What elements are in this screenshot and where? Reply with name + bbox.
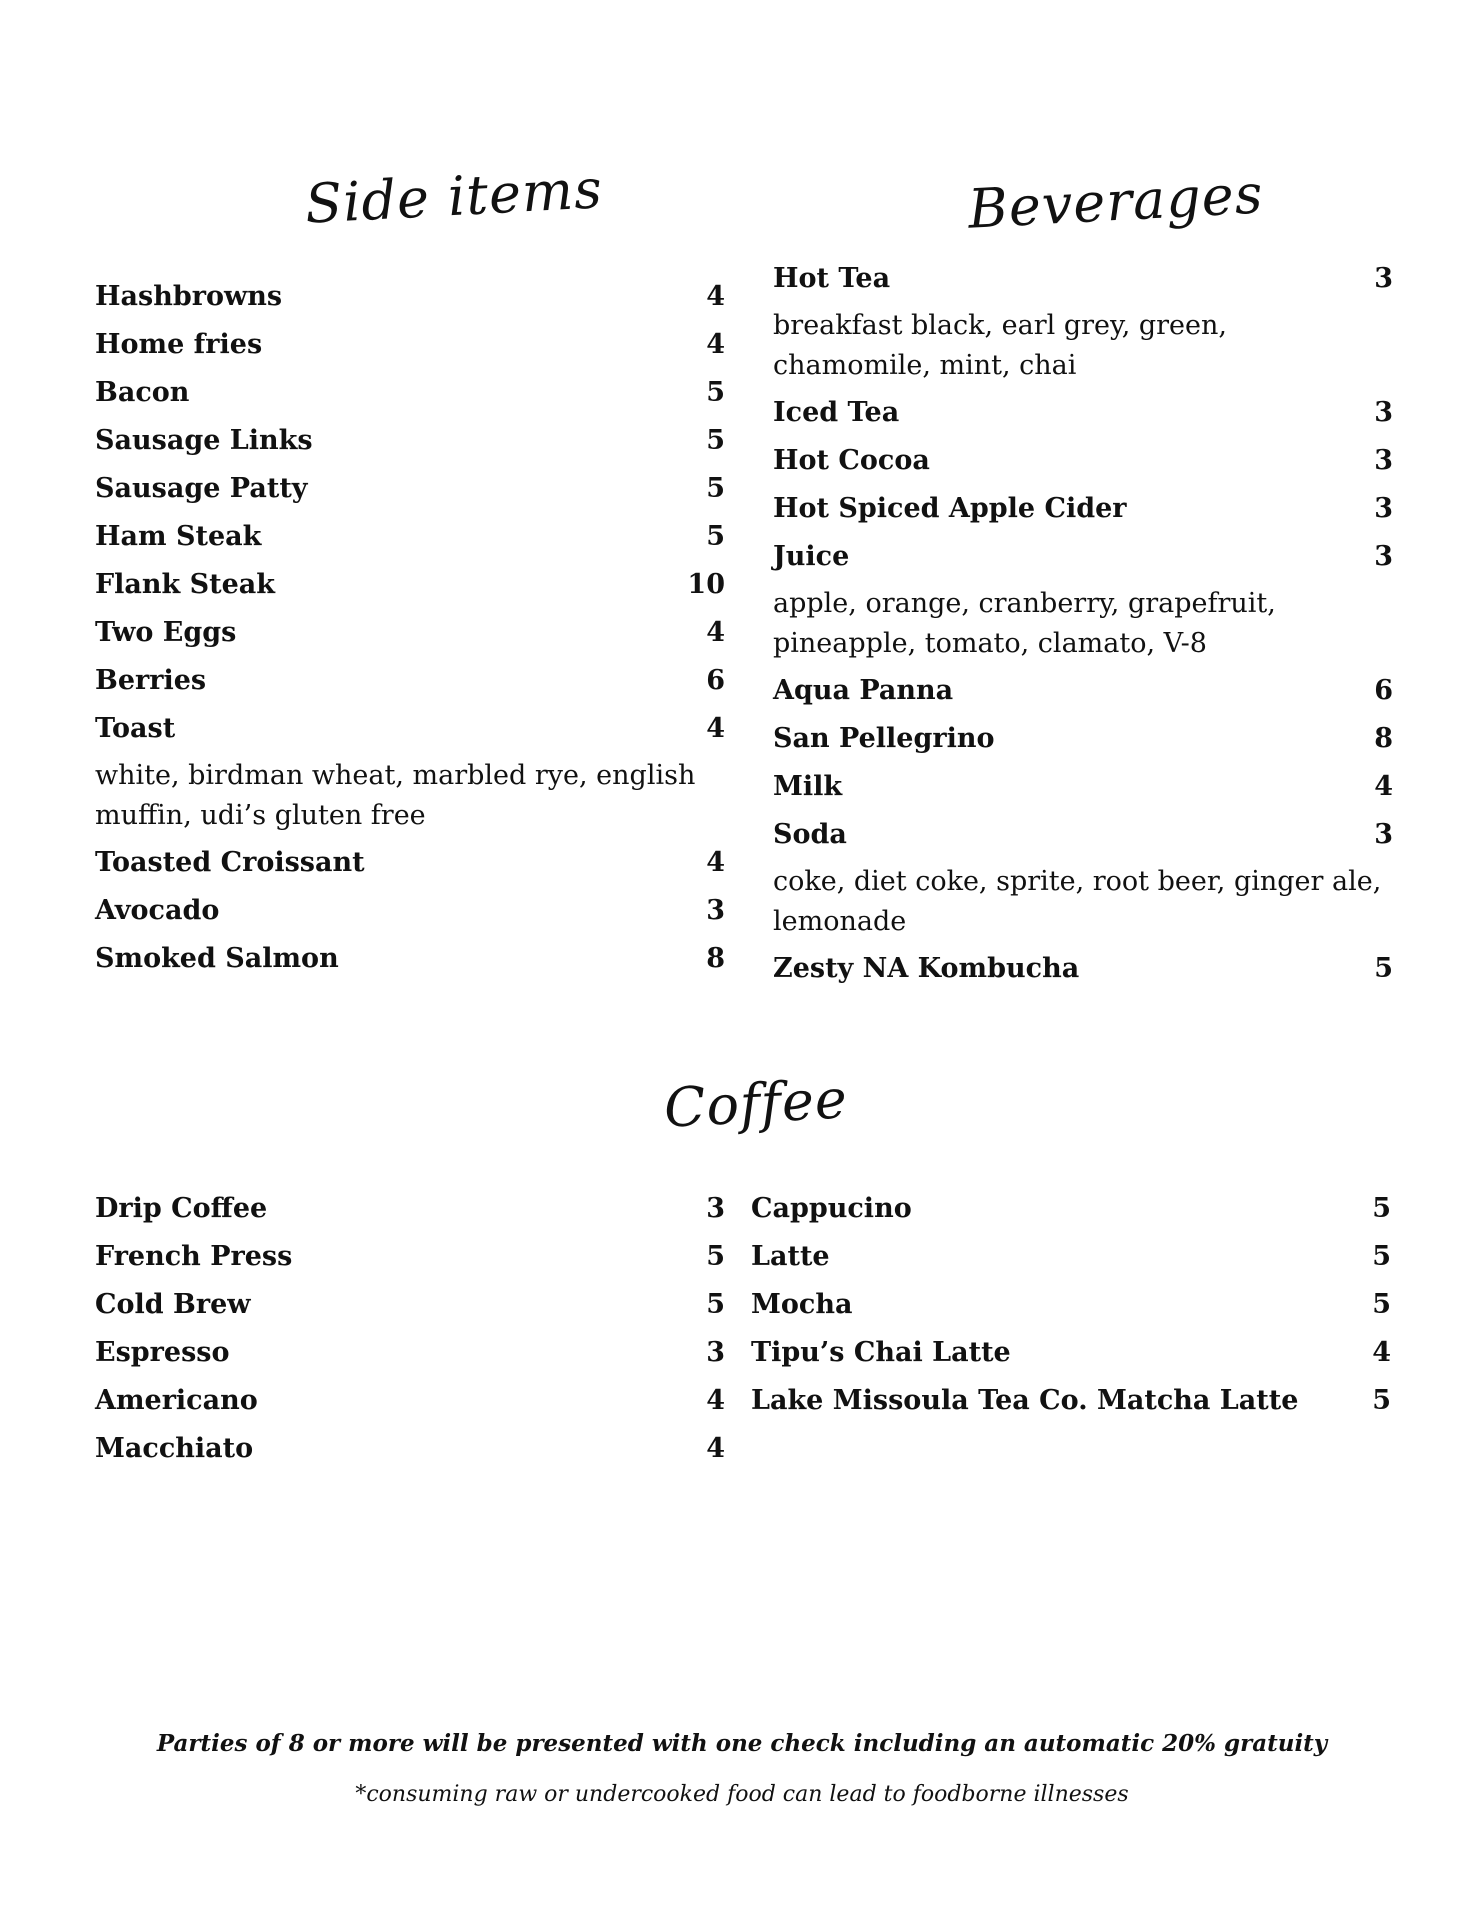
menu-item-name: Hot Spiced Apple Cider [773, 493, 1127, 524]
menu-item [95, 1377, 725, 1425]
menu-item-price: 3 [1374, 819, 1393, 850]
menu-item-name: Soda [773, 819, 847, 850]
menu-item-price: 3 [1374, 493, 1393, 524]
menu-item-name: Drip Coffee [95, 1193, 268, 1224]
menu-item-price: 4 [1374, 771, 1393, 802]
section-title-coffee: Coffee [662, 1067, 850, 1140]
menu-item-name: Iced Tea [773, 397, 900, 428]
menu-item [95, 839, 725, 887]
menu-item-price: 4 [706, 1385, 725, 1416]
menu-item-description: breakfast black, earl grey, green, chamomile, mint, chai [773, 310, 1227, 381]
menu-item-price: 5 [1372, 1193, 1391, 1224]
menu-item-price: 6 [706, 665, 725, 696]
menu-item-name: Milk [773, 771, 843, 802]
menu-item-price: 3 [706, 1337, 725, 1368]
menu-item-name: San Pellegrino [773, 723, 995, 754]
menu-item-price: 5 [706, 1241, 725, 1272]
section-title-beverages: Beverages [966, 162, 1265, 241]
menu-item-price: 8 [706, 943, 725, 974]
menu-item-price: 5 [1372, 1385, 1391, 1416]
menu-item [95, 1185, 725, 1233]
menu-item-price: 4 [706, 713, 725, 744]
menu-item-price: 4 [706, 329, 725, 360]
menu-item-name: Sausage Links [95, 425, 313, 456]
menu-item-price: 4 [1372, 1337, 1391, 1368]
menu-item [773, 667, 1393, 715]
menu-item-description: apple, orange, cranberry, grapefruit, pineapple, tomato, clamato, V-8 [773, 588, 1276, 659]
menu-item-price: 5 [1372, 1241, 1391, 1272]
menu-item-name: Smoked Salmon [95, 943, 339, 974]
menu-item-name: Toasted Croissant [95, 847, 365, 878]
menu-item-name: Hot Tea [773, 263, 891, 294]
menu-item-name: French Press [95, 1241, 293, 1272]
menu-item [95, 1329, 725, 1377]
menu-item [95, 935, 725, 983]
menu-item-name: Hashbrowns [95, 281, 283, 312]
menu-item-name: Lake Missoula Tea Co. Matcha Latte [751, 1385, 1299, 1416]
menu-item-name: Tipu’s Chai Latte [751, 1337, 1011, 1368]
coffee-list-left [95, 1185, 725, 1473]
menu-item-name: Home fries [95, 329, 263, 360]
menu-item-price: 3 [1374, 397, 1393, 428]
menu-item-name: Hot Cocoa [773, 445, 930, 476]
menu-item [773, 811, 1393, 859]
menu-item [95, 273, 725, 321]
menu-item [773, 945, 1393, 993]
menu-item-price: 3 [706, 895, 725, 926]
menu-item [95, 1281, 725, 1329]
menu-item [95, 1233, 725, 1281]
menu-item-price: 5 [1374, 953, 1393, 984]
menu-item [773, 437, 1393, 485]
menu-item-name: Zesty NA Kombucha [773, 953, 1080, 984]
gratuity-note: Parties of 8 or more will be presented with one check including an automatic 20% gratuity [156, 1730, 1328, 1757]
menu-item [751, 1377, 1391, 1425]
menu-item-name: Flank Steak [95, 569, 276, 600]
menu-item [95, 321, 725, 369]
menu-item [95, 561, 725, 609]
menu-item [773, 763, 1393, 811]
menu-item-name: Bacon [95, 377, 190, 408]
menu-item-price: 5 [706, 473, 725, 504]
menu-item-price: 10 [687, 569, 725, 600]
raw-food-warning: *consuming raw or undercooked food can lead to foodborne illnesses [355, 1782, 1129, 1807]
menu-item [773, 715, 1393, 763]
menu-item-name: Americano [95, 1385, 258, 1416]
menu-item [95, 465, 725, 513]
menu-item-price: 8 [1374, 723, 1393, 754]
menu-item [95, 1425, 725, 1473]
menu-item [95, 609, 725, 657]
menu-item-price: 4 [706, 1433, 725, 1464]
menu-item-price: 3 [1374, 541, 1393, 572]
menu-item [751, 1185, 1391, 1233]
menu-item [773, 389, 1393, 437]
menu-item [95, 369, 725, 417]
section-title-side-items: Side items [303, 157, 605, 236]
menu-item-price: 5 [706, 1289, 725, 1320]
menu-item [751, 1233, 1391, 1281]
menu-item-name: Mocha [751, 1289, 853, 1320]
menu-item [95, 513, 725, 561]
menu-item [751, 1281, 1391, 1329]
menu-item-price: 6 [1374, 675, 1393, 706]
menu-item-price: 5 [1372, 1289, 1391, 1320]
menu-item-price: 4 [706, 281, 725, 312]
menu-item-name: Cappucino [751, 1193, 912, 1224]
menu-item-name: Espresso [95, 1337, 230, 1368]
menu-item-name: Toast [95, 713, 176, 744]
menu-item-name: Two Eggs [95, 617, 237, 648]
menu-item-name: Juice [773, 541, 850, 572]
beverages-list [773, 255, 1393, 993]
menu-item [773, 255, 1393, 303]
menu-item-price: 3 [706, 1193, 725, 1224]
menu-item-name: Aqua Panna [773, 675, 954, 706]
menu-item-name: Cold Brew [95, 1289, 251, 1320]
menu-item [95, 657, 725, 705]
menu-item-price: 3 [1374, 445, 1393, 476]
menu-item-name: Berries [95, 665, 207, 696]
menu-item-price: 5 [706, 377, 725, 408]
menu-item-price: 5 [706, 425, 725, 456]
menu-item-name: Macchiato [95, 1433, 254, 1464]
menu-item-price: 4 [706, 617, 725, 648]
menu-item [95, 417, 725, 465]
menu-item-description: white, birdman wheat, marbled rye, english muffin, udi’s gluten free [95, 760, 696, 831]
menu-item [95, 887, 725, 935]
menu-item-price: 3 [1374, 263, 1393, 294]
menu-item [773, 485, 1393, 533]
menu-item-name: Sausage Patty [95, 473, 308, 504]
menu-item-price: 4 [706, 847, 725, 878]
menu-item-price: 5 [706, 521, 725, 552]
menu-item-name: Avocado [95, 895, 220, 926]
menu-item-description: coke, diet coke, sprite, root beer, ginger ale, lemonade [773, 866, 1382, 937]
menu-item [751, 1329, 1391, 1377]
menu-item [95, 705, 725, 753]
menu-item-name: Ham Steak [95, 521, 262, 552]
side-items-list [95, 273, 725, 983]
menu-item [773, 533, 1393, 581]
menu-item-name: Latte [751, 1241, 830, 1272]
coffee-list-right [751, 1185, 1391, 1425]
